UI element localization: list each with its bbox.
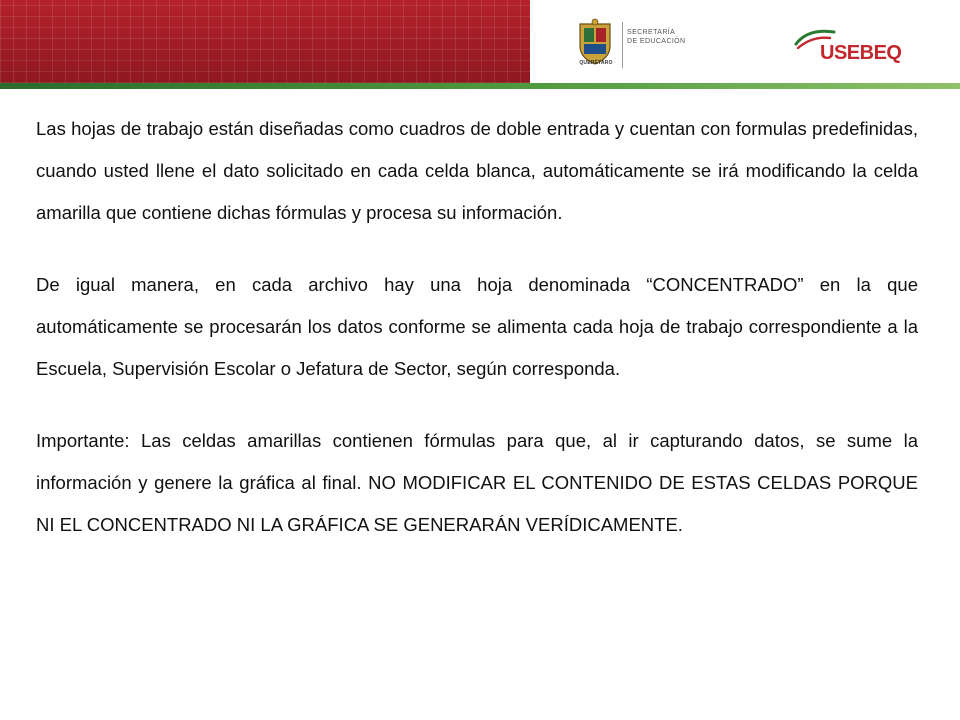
header xyxy=(0,0,960,90)
body-text xyxy=(36,108,918,576)
secretaria-line-2: DE EDUCACIÓN xyxy=(627,38,686,45)
header-green-stripe xyxy=(0,83,960,89)
paragraph-important: Importante: Las celdas amarillas contienen fórmulas para que, al ir capturando datos, se sume la información y genere la gráfica al final. NO MODIFICAR EL CONTENIDO DE ESTAS CELDAS PORQUE NI EL CONCENTRADO NI LA GRÁFICA SE GENERARÁN VERÍDICAMENTE. xyxy=(36,430,918,535)
usebeq-logo-text: USEBEQ xyxy=(820,42,902,64)
secretaria-logo-text xyxy=(627,28,685,46)
paragraph-concentrado: De igual manera, en cada archivo hay una hoja denominada “CONCENTRADO” en la que automáticamente se procesarán los datos conforme se alimenta cada hoja de trabajo correspondiente a la Escuela, Supervisión Escolar o Jefatura de Sector, según corresponda. xyxy=(36,274,918,379)
secretaria-line-1: SECRETARÍA xyxy=(627,29,676,36)
paragraph-worksheets: Las hojas de trabajo están diseñadas como cuadros de doble entrada y cuentan con formulas predefinidas, cuando usted llene el dato solicitado en cada celda blanca, automáticamente se irá modificando la celda amarilla que contiene dichas fórmulas y procesa su información. xyxy=(36,118,918,223)
header-red-banner xyxy=(0,0,530,83)
logo-separator xyxy=(622,22,623,68)
seal-label: QUERÉTARO xyxy=(579,60,613,66)
